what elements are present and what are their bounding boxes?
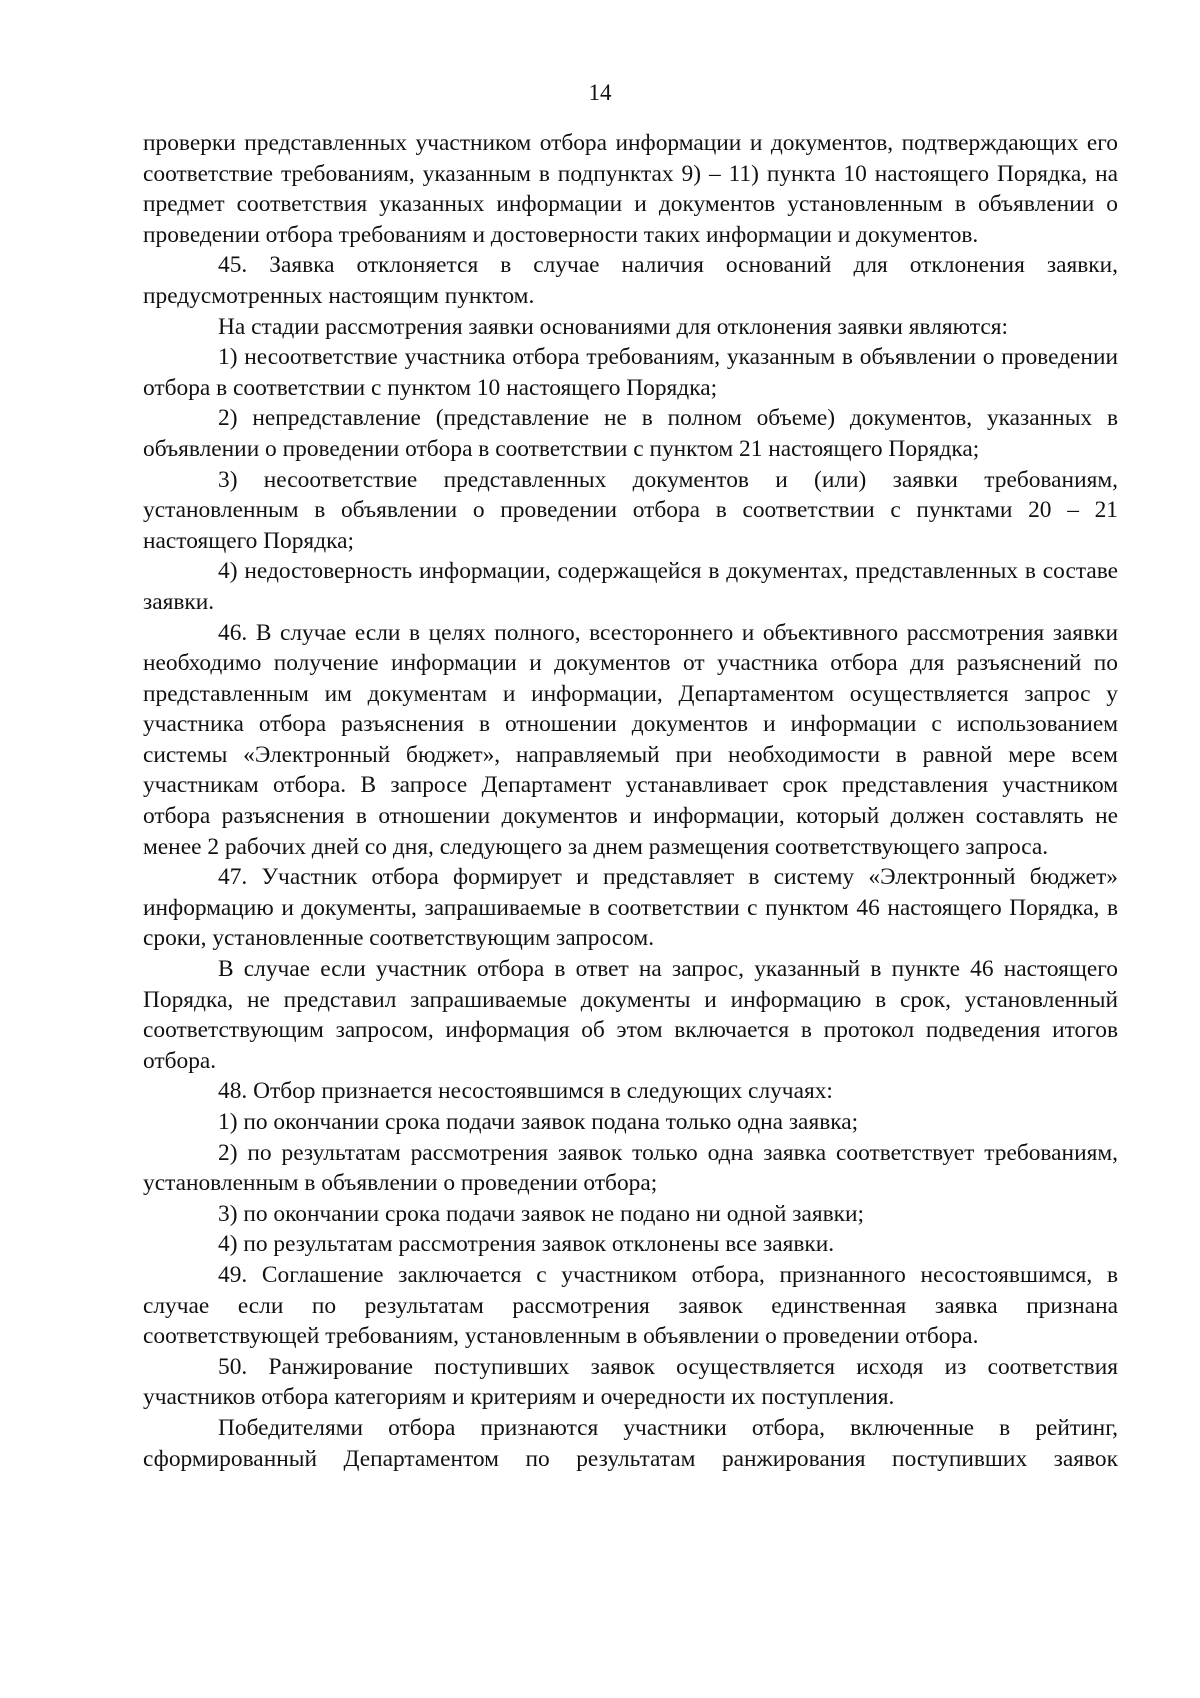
paragraph-p48-4: 4) по результатам рассмотрения заявок отклонены все заявки. xyxy=(218,1231,835,1258)
paragraph-p48-2: 2) по результатам рассмотрения заявок только одна заявка соответствует требованиям, установленным в объявлении о проведении отбора; xyxy=(143,1139,1118,1197)
paragraph-p45-2: 2) непредставление (представление не в полном объеме) документов, указанных в объявлении о проведении отбора в соответствии с пунктом 21 настоящего Порядка; xyxy=(143,405,1118,462)
paragraph-p45-1: 1) несоответствие участника отбора требованиям, указанным в объявлении о проведении отбора в соответствии с пунктом 10 настоящего Порядка; xyxy=(143,344,1118,401)
paragraph-p45: 45. Заявка отклоняется в случае наличия оснований для отклонения заявки, предусмотренных настоящим пунктом. xyxy=(143,252,1118,309)
paragraph-p48: 48. Отбор признается несостоявшимся в следующих случаях: xyxy=(218,1078,833,1105)
paragraph-p50-2: Победителями отбора признаются участники отбора, включенные в рейтинг, сформированный Департаментом по результатам ранжирования поступивших заявок xyxy=(143,1414,1118,1472)
paragraph-p46: 46. В случае если в целях полного, всестороннего и объективного рассмотрения заявки необходимо получение информации и документов от участника отбора для разъяснений по представленным им документам и информации, Департаментом осуществляется запрос у участника отбора разъяснения в отношении документов и информации с использованием системы «Электронный бюджет», направляемый при необходимости в равной мере всем участникам отбора. В запросе Департамент устанавливает срок представления участником отбора разъяснения в отношении документов и информации, который должен составлять не менее 2 рабочих дней со дня, следующего за днем размещения соответствующего запроса. xyxy=(143,619,1118,860)
paragraph-p48-3: 3) по окончании срока подачи заявок не подано ни одной заявки; xyxy=(218,1200,865,1227)
document-body xyxy=(143,128,1118,1474)
paragraph-p45-intro: На стадии рассмотрения заявки основаниями для отклонения заявки являются: xyxy=(218,313,1008,340)
page-number: 14 xyxy=(588,80,612,105)
paragraph-p49: 49. Соглашение заключается с участником отбора, признанного несостоявшимся, в случае если по результатам рассмотрения заявок единственная заявка признана соответствующей требованиям, установленным в объявлении о проведении отбора. xyxy=(143,1261,1118,1350)
paragraph-p45-4: 4) недостоверность информации, содержащейся в документах, представленных в составе заявки. xyxy=(143,558,1118,615)
paragraph-p50: 50. Ранжирование поступивших заявок осуществляется исходя из соответствия участников отбора категориям и критериям и очередности их поступления. xyxy=(143,1353,1118,1411)
paragraph-p47: 47. Участник отбора формирует и представляет в систему «Электронный бюджет» информацию и документы, запрашиваемые в соответствии с пунктом 46 настоящего Порядка, в сроки, установленные соответствующим запросом. xyxy=(143,864,1118,952)
paragraph-p-continuation: проверки представленных участником отбора информации и документов, подтверждающих его соответствие требованиям, указанным в подпунктах 9) – 11) пункта 10 настоящего Порядка, на предмет соответствия указанных информации и документов установленным в объявлении о проведении отбора требованиям и достоверности таких информации и документов. xyxy=(143,130,1118,248)
paragraph-p47-2: В случае если участник отбора в ответ на запрос, указанный в пункте 46 настоящего Порядка, не представил запрашиваемые документы и информацию в срок, установленный соответствующим запросом, информация об этом включается в протокол подведения итогов отбора. xyxy=(143,956,1118,1074)
paragraph-p45-3: 3) несоответствие представленных документов и (или) заявки требованиям, установленным в объявлении о проведении отбора в соответствии с пунктами 20 – 21 настоящего Порядка; xyxy=(143,466,1118,554)
paragraph-p48-1: 1) по окончании срока подачи заявок подана только одна заявка; xyxy=(218,1109,859,1135)
